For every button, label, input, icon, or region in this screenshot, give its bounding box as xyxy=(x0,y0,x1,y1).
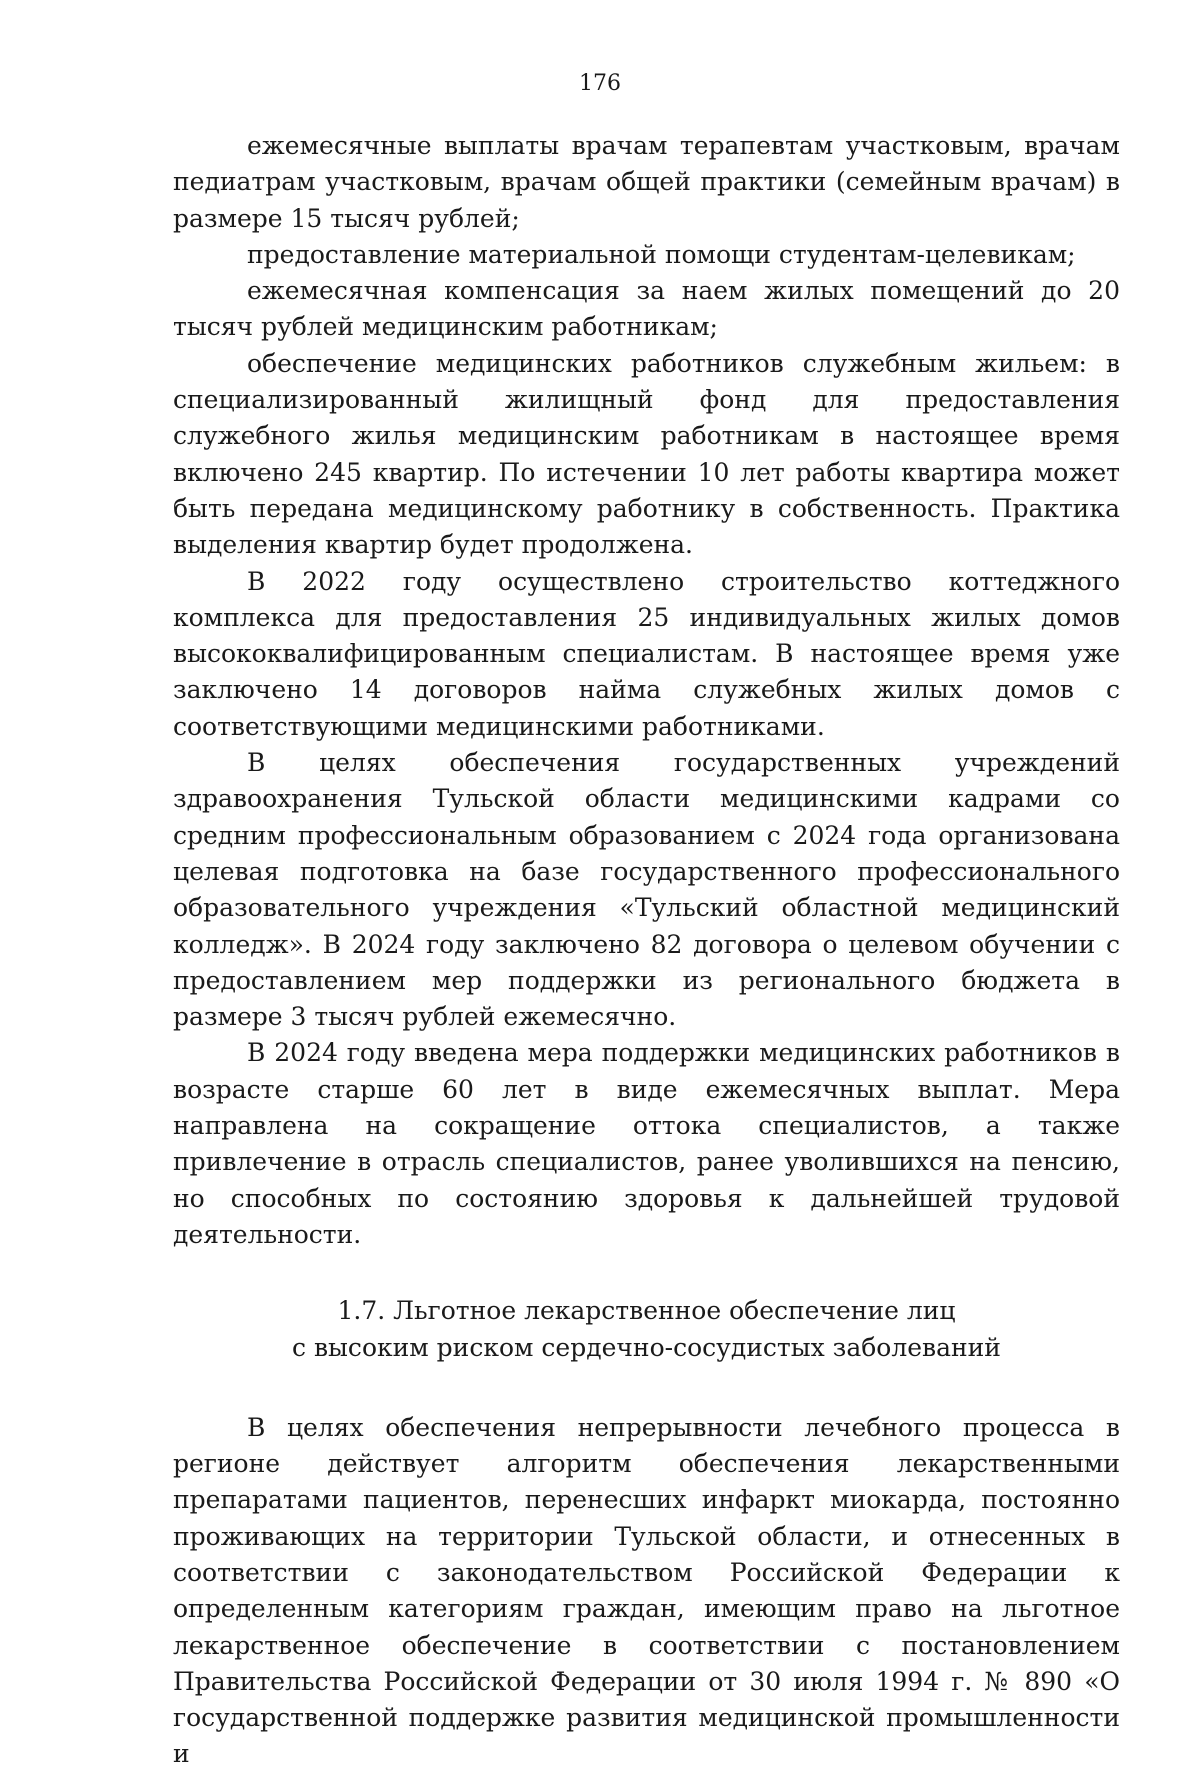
section-heading-line: с высоким риском сердечно-сосудистых заболеваний xyxy=(292,1332,1001,1362)
paragraph: обеспечение медицинских работников служебным жильем: в специализированный жилищный фонд для предоставления служебного жилья медицинским работникам в настоящее время включено 245 квартир. По истечении 10 лет работы квартира может быть передана медицинскому работнику в собственность. Практика выделения квартир будет продолжена. xyxy=(173,348,1120,560)
paragraph: ежемесячные выплаты врачам терапевтам участковым, врачам педиатрам участковым, врачам общей практики (семейным врачам) в размере 15 тысяч рублей; xyxy=(173,131,1120,233)
section-heading-line: 1.7. Льготное лекарственное обеспечение лиц xyxy=(337,1296,956,1326)
section-heading xyxy=(173,1293,1120,1366)
paragraph: В 2022 году осуществлено строительство коттеджного комплекса для предоставления 25 индивидуальных жилых домов высококвалифицированным специалистам. В настоящее время уже заключено 14 договоров найма служебных жилых домов с соответствующими медицинскими работниками. xyxy=(173,566,1120,741)
paragraph: предоставление материальной помощи студентам-целевикам; xyxy=(247,239,1076,269)
paragraph: В целях обеспечения непрерывности лечебного процесса в регионе действует алгоритм обеспечения лекарственными препаратами пациентов, перенесших инфаркт миокарда, постоянно проживающих на территории Тульской области, и отнесенных в соответствии с законодательством Российской Федерации к определенным категориям граждан, имеющим право на льготное лекарственное обеспечение в соответствии с постановлением Правительства Российской Федерации от 30 июля 1994 г. № 890 «О государственной поддержке развития медицинской промышленности и xyxy=(173,1412,1120,1769)
paragraph: ежемесячная компенсация за наем жилых помещений до 20 тысяч рублей медицинским работникам; xyxy=(173,276,1120,342)
paragraph: В целях обеспечения государственных учреждений здравоохранения Тульской области медицинскими кадрами со средним профессиональным образованием с 2024 года организована целевая подготовка на базе государственного профессионального образовательного учреждения «Тульский областной медицинский колледж». В 2024 году заключено 82 договора о целевом обучении с предоставлением мер поддержки из регионального бюджета в размере 3 тысяч рублей ежемесячно. xyxy=(173,748,1120,1032)
paragraph: В 2024 году введена мера поддержки медицинских работников в возрасте старше 60 лет в виде ежемесячных выплат. Мера направлена на сокращение оттока специалистов, а также привлечение в отрасль специалистов, ранее уволившихся на пенсию, но способных по состоянию здоровья к дальнейшей трудовой деятельности. xyxy=(173,1038,1120,1249)
document-body xyxy=(173,128,1120,1773)
page-number: 176 xyxy=(579,71,621,96)
